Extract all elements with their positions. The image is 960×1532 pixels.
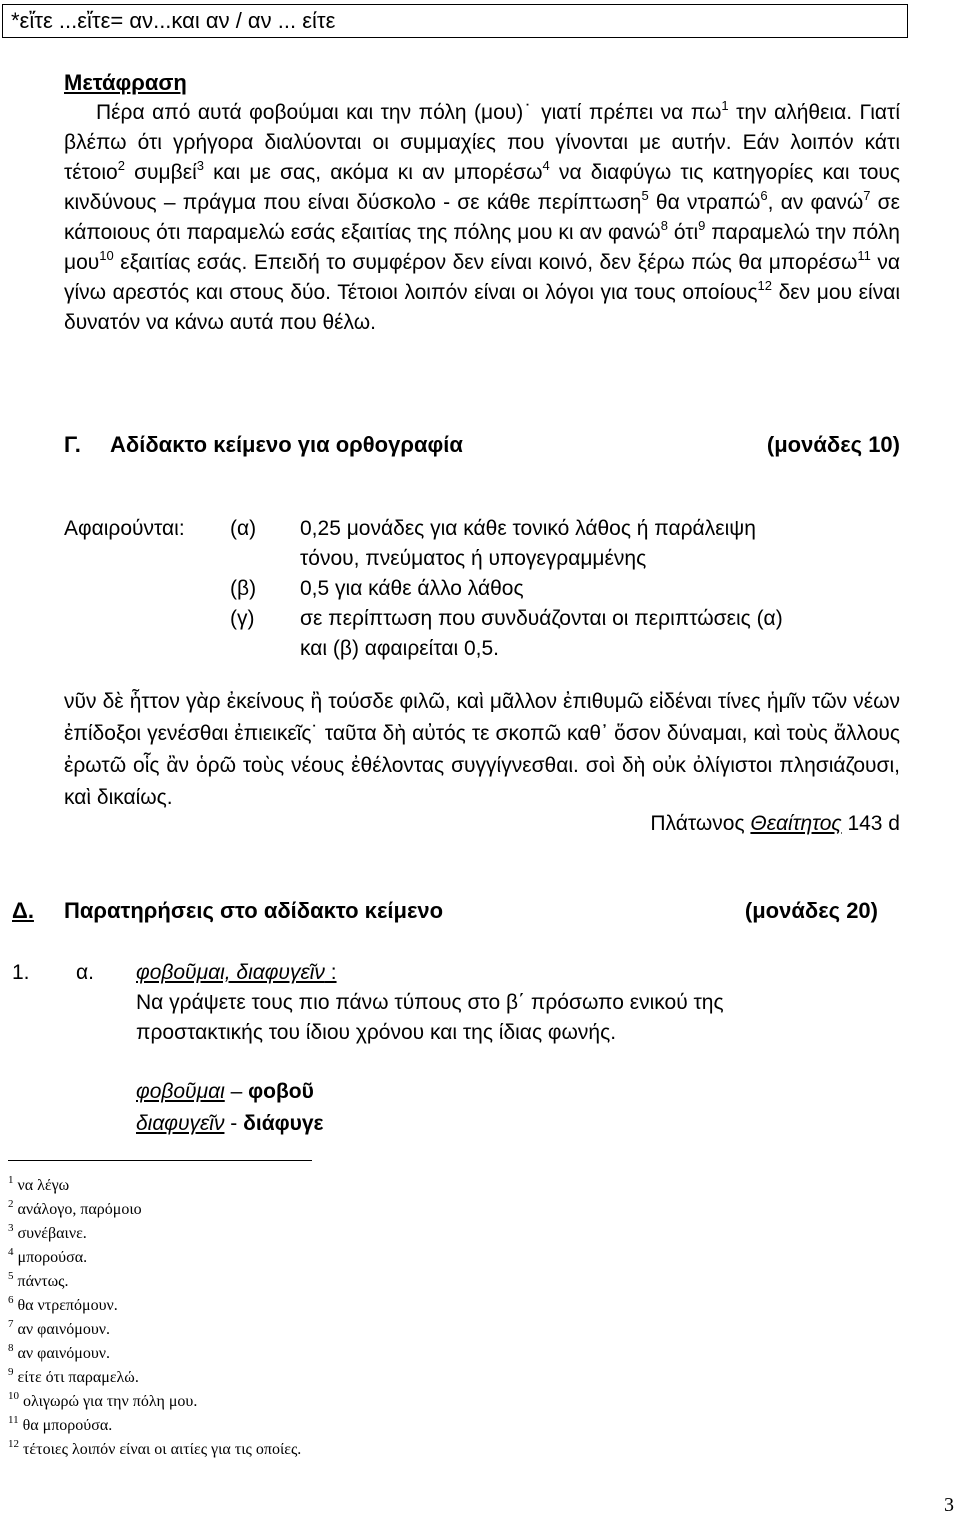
text-run: , αν φανώ: [767, 191, 864, 214]
deduction-text: και (β) αφαιρείται 0,5.: [300, 637, 499, 660]
footnote: [8, 1342, 608, 1366]
section-points: (μονάδες 10): [766, 432, 900, 457]
footnote-text: ολιγωρώ για την πόλη μου.: [23, 1393, 198, 1410]
footnote-ref: 3: [196, 158, 204, 173]
footnote-text: θα μπορούσα.: [22, 1417, 113, 1434]
footnote-text: συνέβαινε.: [17, 1225, 87, 1242]
footnote-text: είτε ότι παραμελώ.: [17, 1369, 139, 1386]
footnote-ref: 12: [757, 278, 772, 293]
footnote: [8, 1414, 608, 1438]
deduction-text: τόνου, πνεύματος ή υπογεγραμμένης: [300, 547, 647, 570]
footnote-ref: 9: [698, 218, 706, 233]
forms-colon: :: [324, 961, 337, 984]
answer-sep: -: [224, 1112, 244, 1135]
footnote-text: πάντως.: [17, 1273, 69, 1290]
page-number: 3: [944, 1494, 954, 1516]
question-number: 1.: [12, 961, 30, 984]
footnote-ref: 7: [863, 188, 871, 203]
text-run: σε κάποιους ότι παραμελώ εσάς εξαιτίας της πόλης μου κι αν φανώ: [64, 191, 900, 244]
footnote-ref: 1: [721, 98, 729, 113]
deduction-mark: (β): [230, 577, 257, 600]
footnote-ref: 11: [857, 248, 871, 263]
text-run: θα ντραπώ: [648, 191, 761, 214]
answer-form: φοβοῦμαι: [136, 1080, 225, 1103]
source-author: Πλάτωνος: [650, 812, 745, 835]
source-work: Θεαίτητος: [750, 812, 842, 835]
forms-text: φοβοῦμαι, διαφυγεῖν: [136, 961, 325, 984]
footnote: [8, 1294, 608, 1318]
footnote-num: 3: [8, 1222, 14, 1234]
footnote-num: 9: [8, 1366, 14, 1378]
footnote: [8, 1438, 608, 1462]
text-run: συμβεί: [124, 161, 197, 184]
answer-value: διάφυγε: [243, 1112, 324, 1135]
question-sub: α.: [76, 961, 94, 984]
header-box: *εἴτε ...εἴτε= αν...και αν / αν ... είτε: [2, 4, 908, 38]
ancient-greek-text: νῦν δὲ ἧττον γὰρ ἐκείνους ἢ τούσδε φιλῶ, καὶ μᾶλλον ἐπιθυμῶ εἰδέναι τίνες ἡμῖν τῶν νέων ἐπίδοξοι γενέσθαι ἐπιεικεῖς˙ ταῦτα δὴ αὐτός τε σκοπῶ καθ᾽ ὅσον δύναμαι, καὶ τοὺς ἄλλους ἐρωτῶ οἷς ἂν ὁρῶ τοὺς νέους ἐθέλοντας συγγίγνεσθαι. σοὶ δὴ οὐκ ὀλίγιστοι πλησιάζουσι, καὶ δικαίως.: [64, 690, 900, 809]
footnote-ref: 6: [760, 188, 768, 203]
footnote: [8, 1198, 608, 1222]
footnote: [8, 1366, 608, 1390]
deduction-text: σε περίπτωση που συνδυάζονται οι περιπτώσεις (α): [300, 607, 783, 630]
text-run: δεν μου είναι δυνατόν να κάνω αυτά που θέλω.: [64, 281, 901, 334]
footnote-num: 4: [8, 1246, 14, 1258]
text-run: να διαφύγω τις κατηγορίες και τους κινδύνους – πράγμα που είναι δύσκολο - σε κάθε περίπτωση: [64, 161, 900, 214]
footnote-text: να λέγω: [17, 1177, 70, 1194]
footnote-text: τέτοιες λοιπόν είναι οι αιτίες για τις οποίες.: [23, 1441, 302, 1458]
footnote-num: 12: [8, 1438, 19, 1450]
section-letter: Δ.: [12, 898, 34, 923]
footnote-text: αν φαινόμουν.: [17, 1321, 111, 1338]
deduction-text: 0,25 μονάδες για κάθε τονικό λάθος ή παράλειψη: [300, 517, 756, 540]
answer-value: φοβοῦ: [248, 1080, 314, 1103]
footnote-num: 11: [8, 1414, 19, 1426]
section-g-heading: [64, 430, 900, 460]
text-run: εξαιτίας εσάς. Επειδή το συμφέρον δεν είναι κοινό, δεν ξέρω πώς θα μπορέσω: [113, 251, 858, 274]
text-run: να γίνω αρεστός και στους δύο. Τέτοιοι λοιπόν είναι οι λόγοι για τους οποίους: [64, 251, 900, 304]
footnote: [8, 1222, 608, 1246]
footnote-text: αν φαινόμουν.: [17, 1345, 111, 1362]
text-run: και με σας, ακόμα κι αν μπορέσω: [203, 161, 543, 184]
answer-sep: –: [224, 1080, 249, 1103]
translation-paragraph: [64, 98, 900, 338]
question-instruction: Να γράψετε τους πιο πάνω τύπους στο β΄ πρόσωπο ενικού της προστακτικής του ίδιου χρόνου και της ίδιας φωνής.: [136, 991, 724, 1044]
translation-heading: Μετάφραση: [64, 70, 187, 95]
footnote-ref: 5: [641, 188, 649, 203]
footnotes-list: [8, 1174, 608, 1462]
footnote: [8, 1246, 608, 1270]
footnote-num: 5: [8, 1270, 14, 1282]
footnote-text: θα ντρεπόμουν.: [17, 1297, 118, 1314]
footnote-ref: 8: [660, 218, 668, 233]
footnote: [8, 1270, 608, 1294]
section-letter: Γ.: [64, 432, 81, 457]
footnote-divider: [8, 1160, 312, 1161]
deduction-mark: (α): [230, 517, 257, 540]
deduction-mark: (γ): [230, 607, 255, 630]
section-title: Παρατηρήσεις στο αδίδακτο κείμενο: [64, 898, 444, 923]
footnote-ref: 10: [99, 248, 114, 263]
footnote-num: 7: [8, 1318, 14, 1330]
footnote-num: 6: [8, 1294, 14, 1306]
footnote-ref: 4: [542, 158, 550, 173]
answer-row: [136, 1108, 324, 1140]
footnote-ref: 2: [117, 158, 125, 173]
deductions-lead: Αφαιρούνται:: [64, 517, 185, 540]
source-ref: 143 d: [847, 812, 900, 835]
question-forms: [136, 958, 337, 988]
footnote-text: ανάλογο, παρόμοιο: [17, 1201, 142, 1218]
footnote: [8, 1174, 608, 1198]
footnote-num: 8: [8, 1342, 14, 1354]
section-d-heading: [12, 896, 878, 926]
footnote-num: 1: [8, 1174, 14, 1186]
text-run: ότι: [667, 221, 699, 244]
translation-text: [64, 98, 900, 338]
answer-form: διαφυγεῖν: [136, 1112, 225, 1135]
section-points: (μονάδες 20): [744, 898, 878, 923]
answer-row: [136, 1076, 324, 1108]
footnote-num: 10: [8, 1390, 19, 1402]
section-title: Αδίδακτο κείμενο για ορθογραφία: [110, 432, 463, 457]
source-citation: [650, 808, 900, 840]
answers-block: [136, 1076, 324, 1140]
footnote: [8, 1318, 608, 1342]
text-run: Πέρα από αυτά φοβούμαι και την πόλη (μου)˙ γιατί πρέπει να πω: [96, 101, 722, 124]
deduction-text: 0,5 για κάθε άλλο λάθος: [300, 577, 524, 600]
footnote-text: μπορούσα.: [17, 1249, 88, 1266]
text-run: παραμελώ την πόλη μου: [64, 221, 900, 274]
footnote-num: 2: [8, 1198, 14, 1210]
text-run: την αλήθεια. Γιατί βλέπω ότι γρήγορα διαλύονται οι συμμαχίες που γίνονται με αυτήν. Εάν λοιπόν κάτι τέτοιο: [64, 101, 900, 184]
footnote: [8, 1390, 608, 1414]
